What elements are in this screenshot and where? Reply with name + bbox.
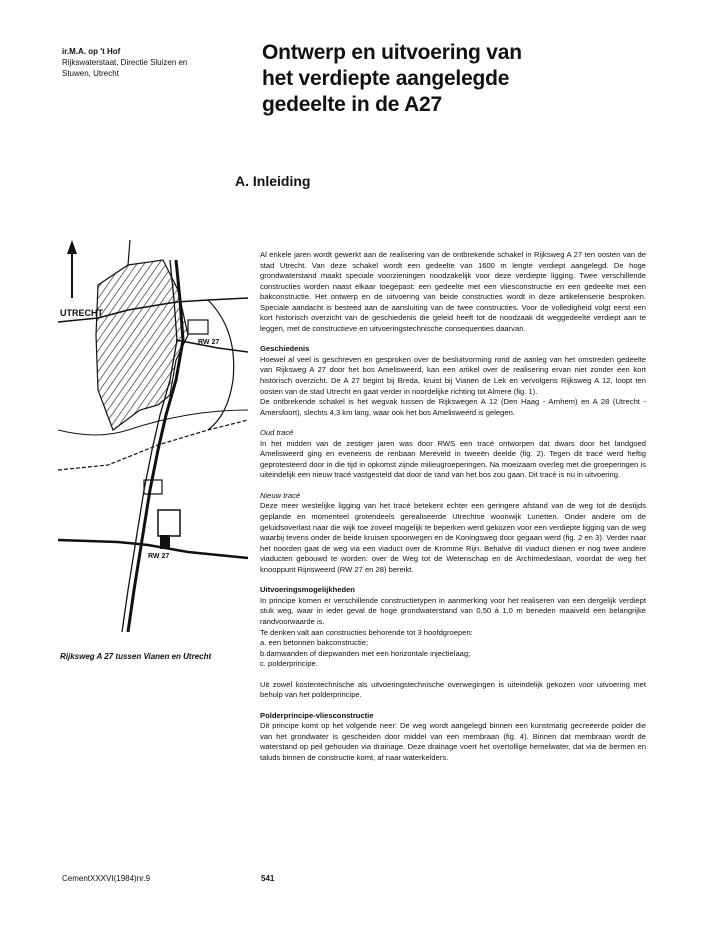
uitvoering-paragraph-3: Uit zowel kostentechnische als uitvoeringstechnische overwegingen is uiteindelijk gekozen voor uitvoering met behulp van het polderprincipe. bbox=[260, 679, 646, 700]
article-title bbox=[262, 40, 682, 118]
oud-trace-heading: Oud tracé bbox=[260, 428, 294, 438]
body-column bbox=[260, 250, 646, 764]
north-arrow-icon bbox=[67, 240, 77, 298]
river bbox=[58, 410, 248, 435]
title-line2: het verdiepte aangelegde bbox=[262, 67, 510, 90]
author-affiliation-line1: Rijkswaterstaat, Directie Sluizen en bbox=[62, 58, 188, 67]
author-affiliation-line2: Stuwen, Utrecht bbox=[62, 69, 119, 78]
road-north bbox=[128, 240, 130, 265]
author-name: ir.M.A. op 't Hof bbox=[62, 47, 121, 56]
author-block bbox=[62, 46, 237, 79]
geschiedenis-heading: Geschiedenis bbox=[260, 344, 310, 354]
polder-paragraph: Dit principe komt op het volgende neer: De weg wordt aangelegd binnen een kunstmatig gecreëerde polder die van het grondwater is gescheiden door middel van een membraan (fig. 4). Binnen dat membraan wordt de waterstand op peil gehouden via drainage. Deze drainage voert het overtollige hemelwater, dat via de bermen en taluds binnen de constructie komt, af naar waterkelders. bbox=[260, 721, 646, 762]
nieuw-trace-heading: Nieuw tracé bbox=[260, 490, 301, 500]
map-caption: Rijksweg A 27 tussen Vianen en Utrecht bbox=[60, 652, 212, 661]
geschiedenis-paragraph-1: Hoewel al veel is geschreven en gesproken over de besluitvorming rond de aanleg van het omstreden gedeelte van Rijksweg A 27 door het bos Amelisweerd, kan een artikel over de realisering ervan niet zonder een kort historisch overzicht. De A 27 begint bij Breda, kruist bij Vianen de Lek en vervolgens Rijksweg A 12, loopt ten oosten van de stad Utrecht en gaat verder in noordelijke richting tot Almere (fig. 1). bbox=[260, 354, 646, 396]
route-map bbox=[58, 240, 248, 632]
uitvoering-list-item-c: c. polderprincipe. bbox=[260, 659, 318, 669]
map-label-rw27-top: RW 27 bbox=[198, 339, 220, 346]
footer-page-number: 541 bbox=[261, 874, 275, 883]
map-label-utrecht: UTRECHT bbox=[60, 308, 103, 318]
title-line3: gedeelte in de A27 bbox=[262, 93, 443, 116]
nieuw-trace-paragraph: Deze meer westelijke ligging van het tracé betekent echter een geringere afstand van de weg tot de destijds geplande en momenteel grotendeels gerealiseerde Utrechtse woonwijk Lunetten. Onder andere om de geluidsoverlast naar die wijk toe zoveel mogelijk te beperken werd gekozen voor een verdiepte ligging van de weg waarbij tevens onder de beide kruisen spoorwegen en de Koningsweg door gegaan werd (fig. 2 en 3). Verder naar het noorden gaat de weg via een viaduct over de Kromme Rijn. Behalve dit viaduct dienen er nog twee andere viaducten gebouwd te worden: over de Weg tot de Wetenschap en de Archimedeslaan, voordat de weg het knooppunt Rijnsweerd (RW 27 en 28) bereikt. bbox=[260, 501, 646, 574]
geschiedenis-paragraph-2: De ontbrekende schakel is het wegvak tussen de Rijkswegen A 12 (Den Haag - Arnhem) en A 28 (Utrecht -Amersfoort), slechts 4,3 km lang, waar ook het bos Amelisweerd is gelegen. bbox=[260, 397, 646, 417]
interchange-marker bbox=[160, 535, 170, 549]
uitvoering-heading: Uitvoeringsmogelijkheden bbox=[260, 585, 355, 595]
title-line1: Ontwerp en uitvoering van bbox=[262, 41, 522, 64]
footer-journal: CementXXXVI(1984)nr.9 bbox=[62, 874, 151, 883]
intro-paragraph: Al enkele jaren wordt gewerkt aan de realisering van de ontbrekende schakel in Rijksweg A 27 ten oosten van de stad Utrecht. Van deze schakel wordt een gedeelte van 1600 m lengte verdiept aangelegd. De hoge grondwaterstand maakt speciale voorzieningen noodzakelijk voor deze verdiepte ligging. Twee verschillende constructies worden naast elkaar toegepast: een gedeelte met een vliesconstructie en een gedeelte met een bakconstructie. Het ontwerp en de uitvoering van beide constructies wordt in deze artikelenserie besproken. Speciale aandacht is besteed aan de aansluiting van de twee constructies. Voor de volledigheid volgt eerst een kort historisch overzicht van de geschiedenis die geleid heeft tot de noodzaak dit weggedeelte verdiept aan te leggen, met de constructieve en uitvoeringstechnische consequenties daarvan. bbox=[260, 250, 646, 333]
uitvoering-list-item-a: a. een betonnen bakconstructie; bbox=[260, 638, 369, 648]
uitvoering-list-item-b: b.damwanden of diepwanden met een horizontale injectielaag; bbox=[260, 648, 471, 658]
interchange-marker bbox=[188, 320, 208, 334]
map-label-rw27-bottom: RW 27 bbox=[148, 553, 170, 560]
uitvoering-paragraph-1: In principe komen er verschillende constructietypen in aanmerking voor het realiseren van een dergelijk verdiept stuk weg, waar in ieder geval de hoge grondwaterstand van 0,50 à 1,0 m beneden maaiveld een belangrijke randvoorwaarde is. bbox=[260, 595, 646, 626]
oud-trace-paragraph: In het midden van de zestiger jaren was door RWS een tracé ontworpen dat dwars door het landgoed Amelisweerd ging en eveneens de renbaan Mereveld in tweeën deelde (fig. 2). Tegen dit tracé werd heftig geprotesteerd door in die tijd in opkomst zijnde milieugroeperingen. Na moeizaam overleg met die groeperingen is uiteindelijk een nieuw tracé vastgesteld dat door de rand van het bos zou gaan. Dit tracé is nu in uitvoering. bbox=[260, 438, 646, 480]
interchange-marker bbox=[158, 510, 180, 536]
polder-heading: Polderprincipe-vliesconstructie bbox=[260, 710, 374, 720]
section-heading: A. Inleiding bbox=[235, 173, 311, 189]
city-area bbox=[96, 260, 188, 430]
uitvoering-paragraph-2: Te denken valt aan constructies behorende tot 3 hoofdgroepen: bbox=[260, 627, 473, 637]
